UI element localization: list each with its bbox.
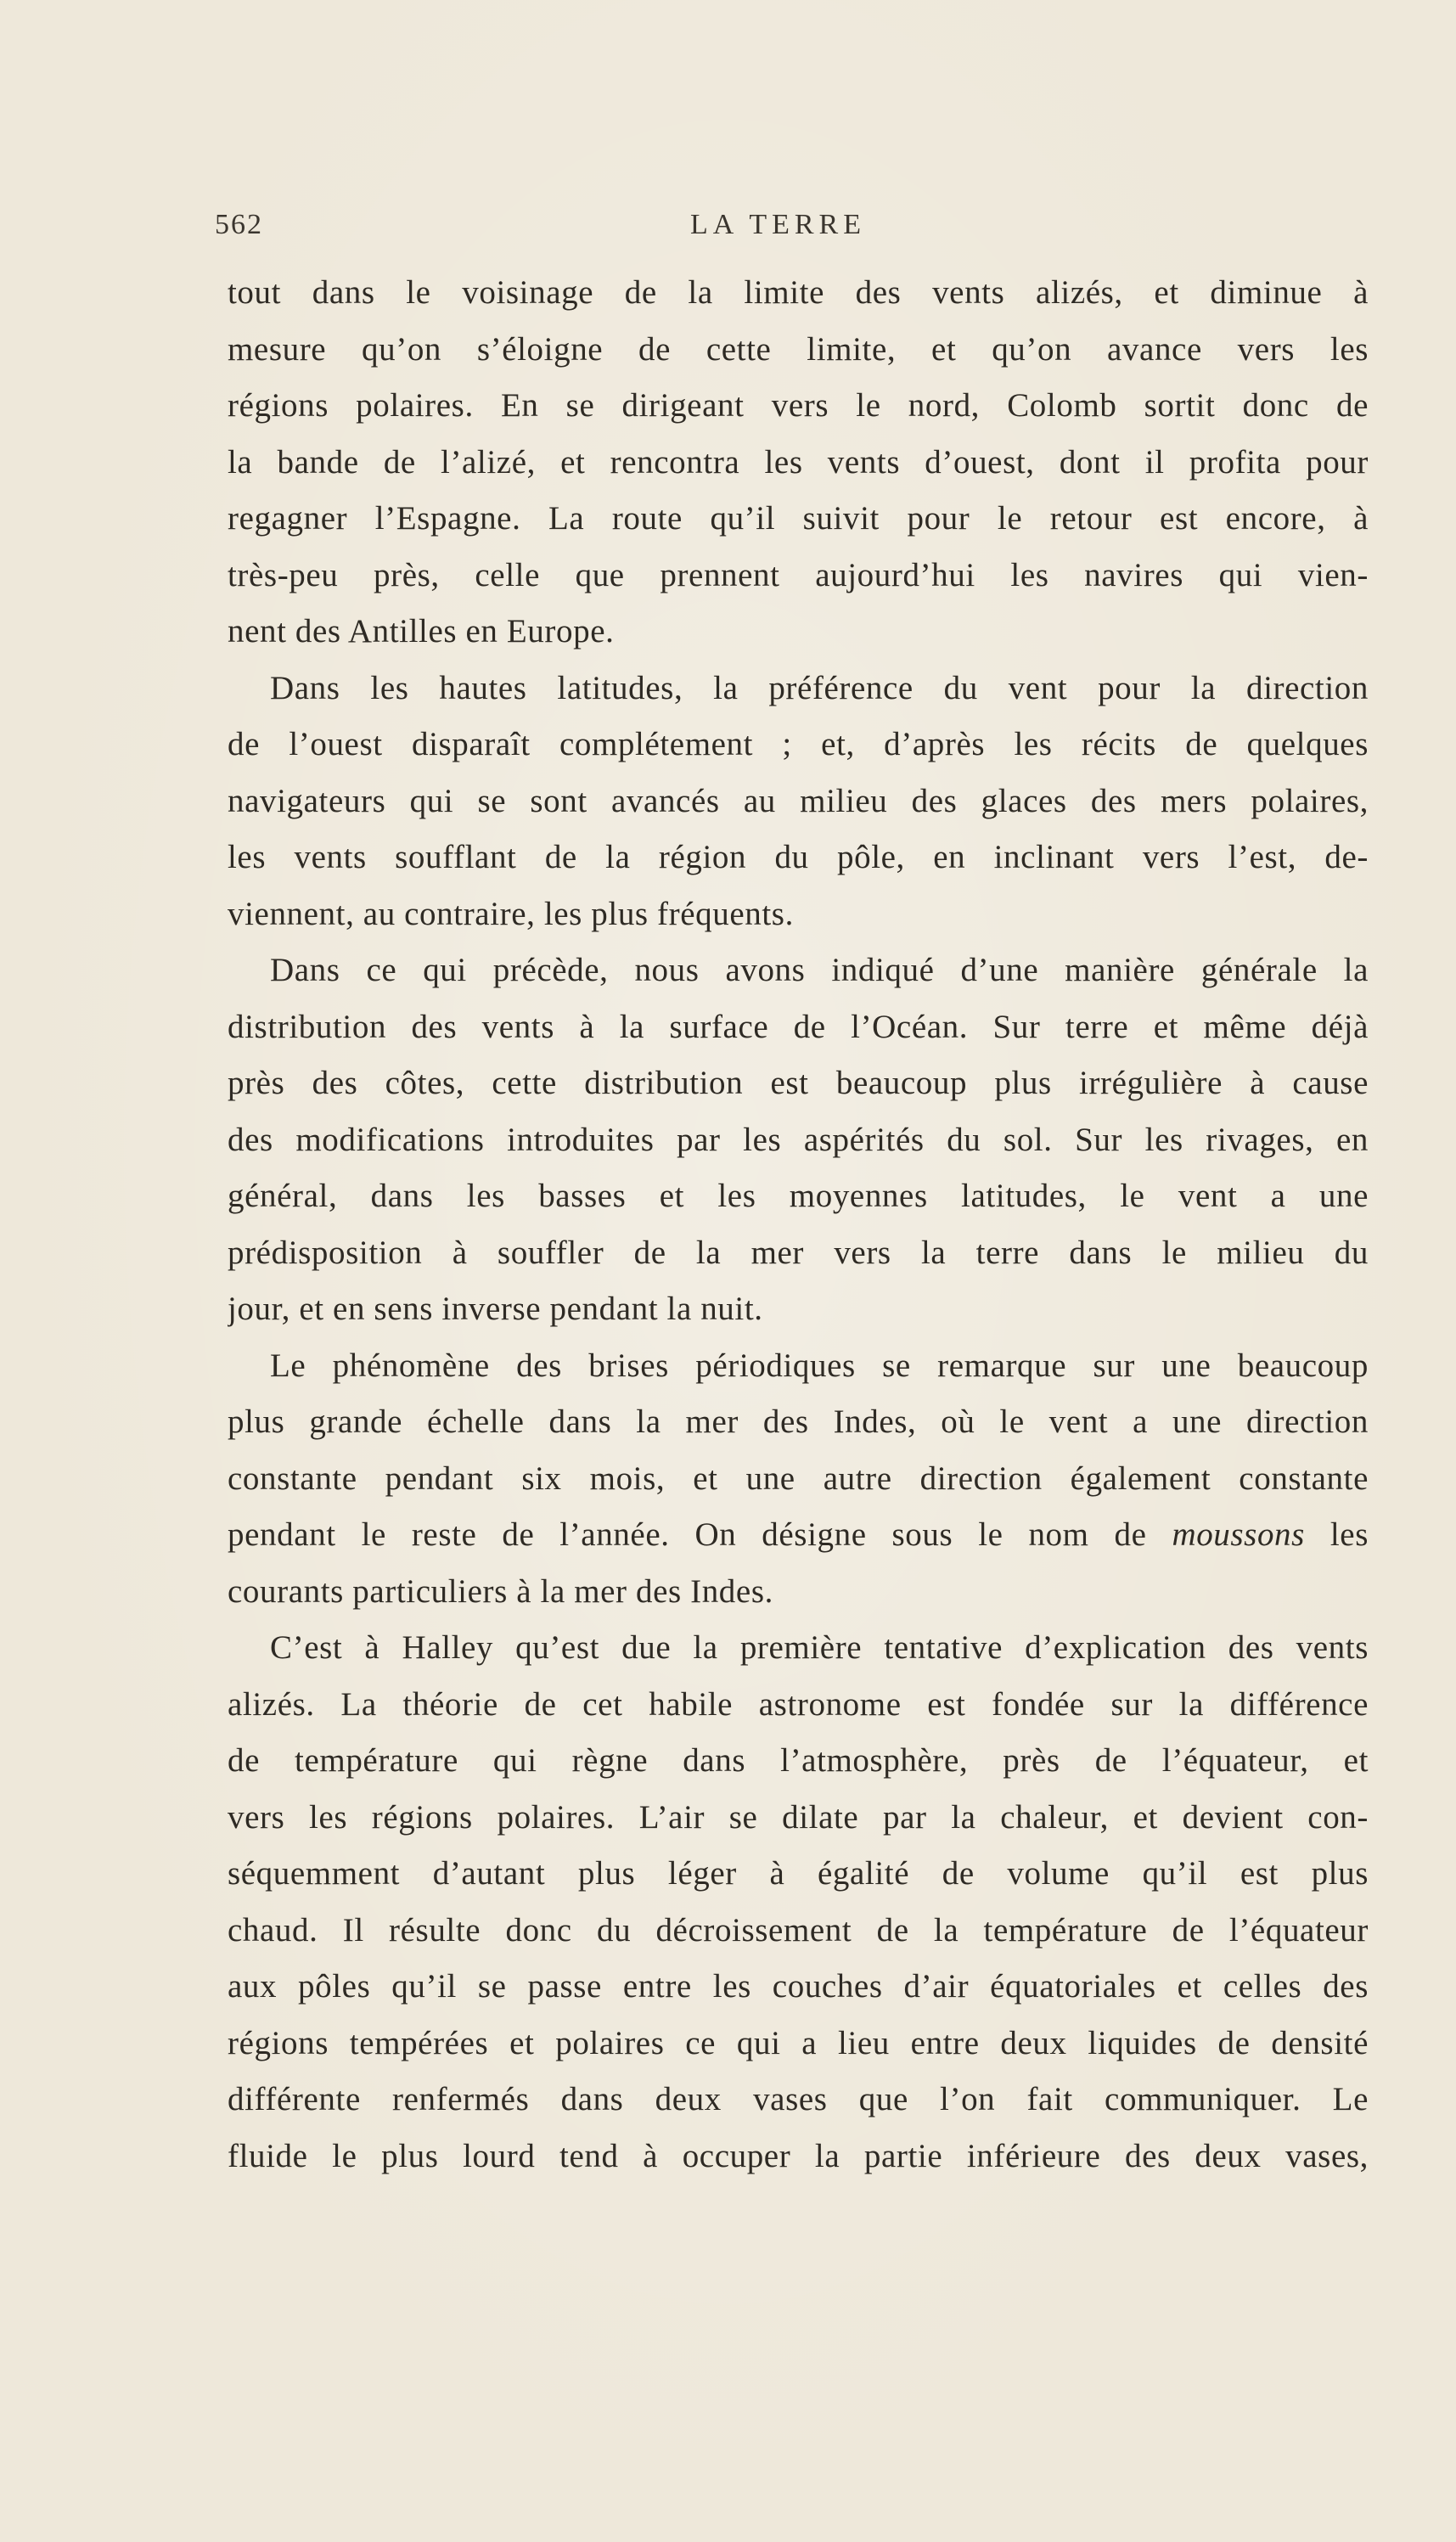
text-line-with-italic xyxy=(228,1507,1369,1564)
page-header xyxy=(215,209,1369,251)
text-line: courants particuliers à la mer des Indes. xyxy=(228,1572,773,1610)
text-line: nent des Antilles en Europe. xyxy=(228,613,615,650)
text-line: de température qui règne dans l’atmosphère, près de l’équateur, et xyxy=(228,1742,1369,1779)
body-text xyxy=(228,265,1369,2185)
text-line: Le phénomène des brises périodiques se remarque sur une beaucoup xyxy=(270,1347,1369,1384)
text-line: aux pôles qu’il se passe entre les couches d’air équatoriales et celles des xyxy=(228,1968,1369,2005)
italic-term: moussons xyxy=(1172,1516,1305,1553)
text-segment: pendant le reste de l’année. On désigne sous le nom de xyxy=(228,1516,1147,1553)
text-line: prédisposition à souffler de la mer vers la terre dans le milieu du xyxy=(228,1234,1369,1271)
text-line: régions polaires. En se dirigeant vers le nord, Colomb sortit donc de xyxy=(228,387,1369,424)
running-title: LA TERRE xyxy=(690,209,866,240)
text-line: navigateurs qui se sont avancés au milieu des glaces des mers polaires, xyxy=(228,782,1369,819)
text-line: viennent, au contraire, les plus fréquents. xyxy=(228,895,794,932)
text-line: la bande de l’alizé, et rencontra les vents d’ouest, dont il profita pour xyxy=(228,443,1369,481)
text-line: régions tempérées et polaires ce qui a lieu entre deux liquides de densité xyxy=(228,2024,1369,2061)
text-line: vers les régions polaires. L’air se dilate par la chaleur, et devient con- xyxy=(228,1798,1369,1836)
text-line: général, dans les basses et les moyennes latitudes, le vent a une xyxy=(228,1178,1369,1214)
text-line: distribution des vents à la surface de l’Océan. Sur terre et même déjà xyxy=(228,1008,1369,1045)
text-line: très-peu près, celle que prennent aujourd’hui les navires qui vien- xyxy=(228,556,1369,593)
text-line: alizés. La théorie de cet habile astronome est fondée sur la différence xyxy=(228,1685,1369,1723)
text-line: constante pendant six mois, et une autre direction également constante xyxy=(228,1459,1369,1497)
text-line: fluide le plus lourd tend à occuper la partie inférieure des deux vases, xyxy=(228,2137,1369,2174)
text-line: C’est à Halley qu’est due la première tentative d’explication des vents xyxy=(270,1629,1369,1666)
text-line: jour, et en sens inverse pendant la nuit. xyxy=(228,1291,763,1327)
text-line: Dans ce qui précède, nous avons indiqué d’une manière générale la xyxy=(270,952,1369,988)
text-line: séquemment d’autant plus léger à égalité de volume qu’il est plus xyxy=(228,1855,1369,1892)
text-segment: les xyxy=(1304,1516,1369,1553)
text-line: près des côtes, cette distribution est beaucoup plus irrégulière à cause xyxy=(228,1065,1369,1101)
text-line: tout dans le voisinage de la limite des vents alizés, et diminue à xyxy=(228,274,1369,311)
text-line: mesure qu’on s’éloigne de cette limite, et qu’on avance vers les xyxy=(228,330,1369,368)
text-line: les vents soufflant de la région du pôle, en inclinant vers l’est, de- xyxy=(228,839,1369,875)
text-line: de l’ouest disparaît complétement ; et, d’après les récits de quelques xyxy=(228,726,1369,762)
text-line: chaud. Il résulte donc du décroissement de la température de l’équateur xyxy=(228,1911,1369,1949)
text-line: plus grande échelle dans la mer des Indes, où le vent a une direction xyxy=(228,1403,1369,1440)
text-line: différente renfermés dans deux vases que l’on fait communiquer. Le xyxy=(228,2081,1369,2117)
text-line: Dans les hautes latitudes, la préférence du vent pour la direction xyxy=(270,669,1369,706)
page-number: 562 xyxy=(215,209,263,240)
text-line: regagner l’Espagne. La route qu’il suivit pour le retour est encore, à xyxy=(228,500,1369,537)
text-line: des modifications introduites par les aspérités du sol. Sur les rivages, en xyxy=(228,1121,1369,1158)
